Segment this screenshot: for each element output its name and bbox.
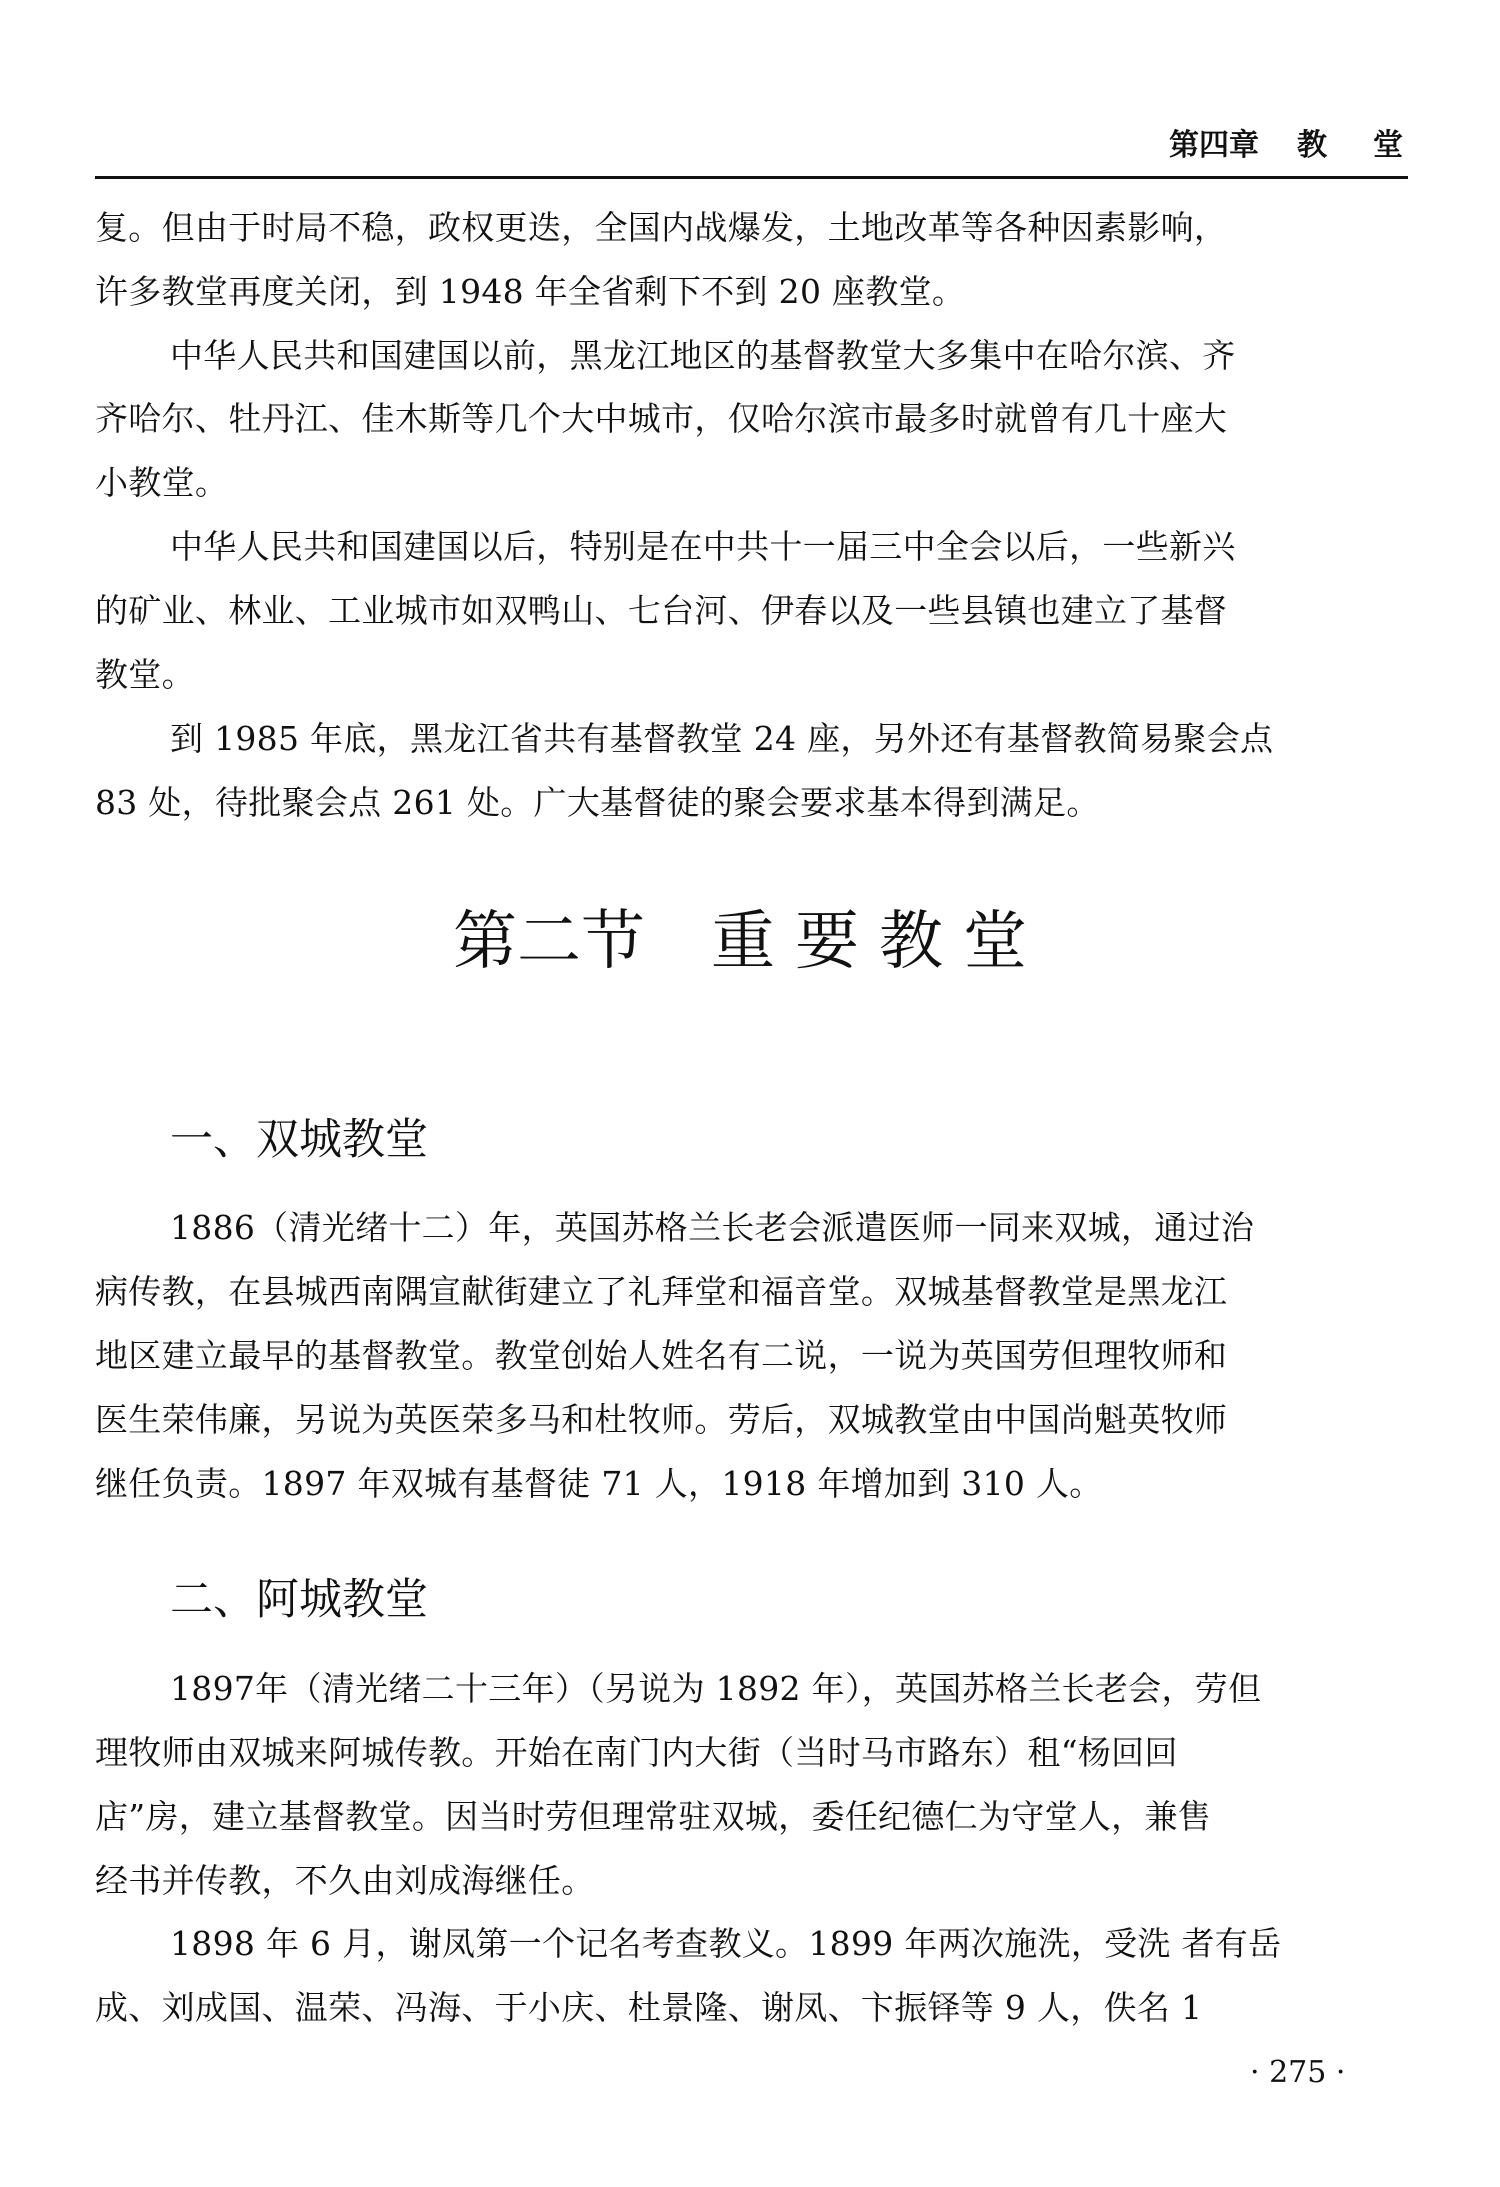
paragraph-2-line-2: 齐哈尔、牡丹江、佳木斯等几个大中城市，仅哈尔滨市最多时就曾有几十座大 (95, 399, 1228, 438)
subsection-1-heading: 一、双城教堂 (170, 1115, 428, 1165)
paragraph-2-line-3: 小教堂。 (95, 463, 229, 502)
paragraph-3-line-1: 中华人民共和国建国以后，特别是在中共十一届三中全会以后，一些新兴 (170, 527, 1236, 566)
subsection-2-heading: 二、阿城教堂 (170, 1575, 428, 1625)
subsection-2-p2-line-2: 成、刘成国、温荣、冯海、于小庆、杜景隆、谢凤、卞振铎等 9 人，佚名 1 (95, 1988, 1203, 2027)
subsection-1-line-2: 病传教，在县城西南隅宣献街建立了礼拜堂和福音堂。双城基督教堂是黑龙江 (95, 1272, 1228, 1311)
subsection-1-line-1: 1886（清光绪十二）年，英国苏格兰长老会派遣医师一同来双城，通过治 (170, 1208, 1255, 1247)
paragraph-3-line-2: 的矿业、林业、工业城市如双鸭山、七台河、伊春以及一些县镇也建立了基督 (95, 591, 1228, 630)
paragraph-1-line-1: 复。但由于时局不稳，政权更迭，全国内战爆发，土地改革等各种因素影响， (95, 208, 1228, 247)
paragraph-4-line-2: 83 处，待批聚会点 261 处。广大基督徒的聚会要求基本得到满足。 (95, 783, 1100, 822)
subsection-1-line-5: 继任负责。1897 年双城有基督徒 71 人，1918 年增加到 310 人。 (95, 1464, 1103, 1503)
subsection-2-p1-line-3: 店”房，建立基督教堂。因当时劳但理常驻双城，委任纪德仁为守堂人，兼售 (95, 1797, 1212, 1836)
subsection-1-line-4: 医生荣伟廉，另说为英医荣多马和杜牧师。劳后，双城教堂由中国尚魁英牧师 (95, 1400, 1228, 1439)
section-title (0, 902, 1500, 982)
running-head-title-1: 教 (1297, 128, 1327, 163)
paragraph-3-line-3: 教堂。 (95, 655, 195, 694)
paragraph-1-line-2: 许多教堂再度关闭，到 1948 年全省剩下不到 20 座教堂。 (95, 272, 966, 311)
subsection-2-p1-line-2: 理牧师由双城来阿城传教。开始在南门内大街（当时马市路东）租“杨回回 (95, 1733, 1178, 1772)
running-head-chapter: 第四章 (1169, 128, 1259, 163)
subsection-2-p1-line-1: 1897年（清光绪二十三年）（另说为 1892 年），英国苏格兰长老会，劳但 (170, 1669, 1262, 1708)
subsection-2-p1-line-4: 经书并传教，不久由刘成海继任。 (95, 1861, 595, 1900)
paragraph-2-line-1: 中华人民共和国建国以前，黑龙江地区的基督教堂大多集中在哈尔滨、齐 (170, 336, 1236, 375)
subsection-1-line-3: 地区建立最早的基督教堂。教堂创始人姓名有二说，一说为英国劳但理牧师和 (95, 1336, 1228, 1375)
section-name: 重要教堂 (711, 905, 1047, 979)
running-head (1169, 120, 1403, 164)
running-head-title-2: 堂 (1373, 128, 1403, 163)
page-number: · 275 · (1250, 2055, 1346, 2090)
header-rule (95, 176, 1408, 179)
section-number: 第二节 (453, 905, 645, 979)
subsection-2-p2-line-1: 1898 年 6 月，谢凤第一个记名考查教义。1899 年两次施洗，受洗 者有岳 (170, 1924, 1282, 1963)
paragraph-4-line-1: 到 1985 年底，黑龙江省共有基督教堂 24 座，另外还有基督教简易聚会点 (170, 719, 1274, 758)
